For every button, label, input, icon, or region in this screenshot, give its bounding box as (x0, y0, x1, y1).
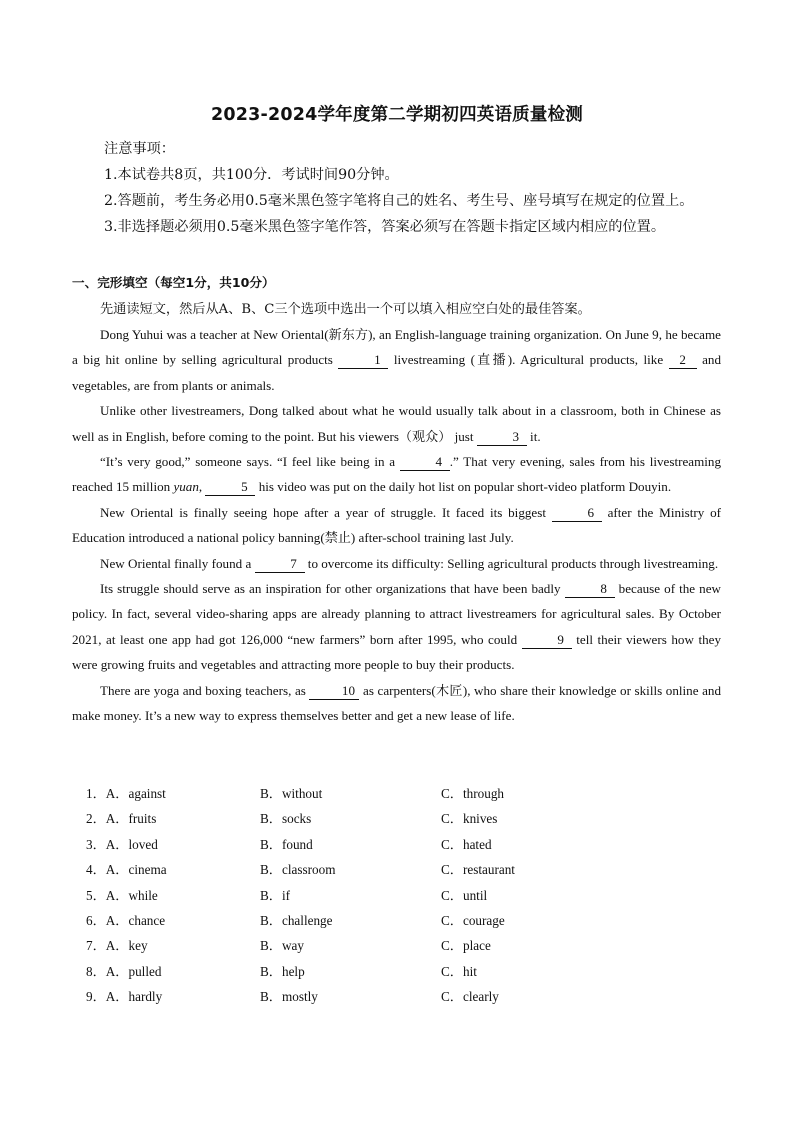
option-2a: 2．A．fruits (86, 811, 157, 827)
paragraph-2: Unlike other livestreamers, Dong talked about what he would usually talk about in a classroom, both in Chinese as well as in English, before coming to the point. But his viewers（观众） just 3 it. (72, 403, 721, 444)
option-9b: B．mostly (260, 989, 318, 1005)
option-3c: C．hated (441, 836, 492, 852)
blank-5: 5 (205, 479, 255, 496)
option-5c: C．until (441, 887, 488, 903)
option-row-6 (86, 908, 706, 933)
paragraph-7: There are yoga and boxing teachers, as 10 as carpenters(木匠), who share their knowledge or skills online and make money. It’s a new way to express themselves better and get a new lease of life. (72, 682, 721, 724)
option-3a: 3．A．loved (86, 836, 158, 852)
option-8c: C．hit (441, 963, 477, 979)
option-4c: C．restaurant (441, 862, 515, 878)
option-6b: B．challenge (260, 912, 333, 928)
section-heading: 一、完形填空（每空1分，共10分） (72, 275, 275, 290)
note-2: 2.答题前，考生务必用0.5毫米黑色签字笔将自己的姓名、考生号、座号填写在规定的位置上。 (104, 193, 694, 209)
cloze-passage (72, 322, 721, 729)
option-8b: B．help (260, 963, 305, 979)
option-row-3 (86, 832, 706, 857)
option-3b: B．found (260, 836, 313, 852)
paragraph-3: “It’s very good,” someone says. “I feel like being in a 4 .” That very evening, sales from his livestreaming reached 15 million yuan, 5 his video was put on the daily hot list on popular short-video platform Douyin. (72, 454, 721, 495)
note-1: 1.本试卷共8页，共100分．考试时间90分钟。 (104, 167, 399, 183)
option-row-5 (86, 883, 706, 908)
option-4b: B．classroom (260, 862, 336, 878)
option-4a: 4．A．cinema (86, 862, 167, 878)
blank-3: 3 (477, 429, 527, 446)
section-instruction: 先通读短文，然后从A、B、C三个选项中选出一个可以填入相应空白处的最佳答案。 (100, 302, 591, 317)
blank-4: 4 (400, 454, 450, 471)
note-3: 3.非选择题必须用0.5毫米黑色签字笔作答，答案必须写在答题卡指定区域内相应的位置。 (104, 219, 666, 235)
option-row-9 (86, 984, 706, 1009)
blank-10: 10 (309, 683, 359, 700)
option-9c: C．clearly (441, 989, 499, 1005)
option-6c: C．courage (441, 912, 505, 928)
option-6a: 6．A．chance (86, 912, 166, 928)
notes-block (72, 136, 722, 240)
option-row-1 (86, 781, 706, 806)
option-row-8 (86, 959, 706, 984)
blank-9: 9 (522, 632, 572, 649)
option-2c: C．knives (441, 811, 498, 827)
option-5a: 5．A．while (86, 887, 158, 903)
option-5b: B．if (260, 887, 291, 903)
paragraph-1: Dong Yuhui was a teacher at New Oriental(新东方), an English-language training organization. On June 9, he became a big hit online by selling agricultural products 1 livestreaming (直播). Agricultural products, like 2 and vegetables, are from plants or animals. (72, 327, 721, 393)
option-9a: 9．A．hardly (86, 989, 163, 1005)
paragraph-4: New Oriental is finally seeing hope after a year of struggle. It faced its biggest 6 after the Ministry of Education introduced a national policy banning(禁止) after-school training last July. (72, 504, 722, 546)
blank-7: 7 (255, 556, 305, 573)
paragraph-5: New Oriental finally found a 7 to overcome its difficulty: Selling agricultural products through livestreaming. (100, 555, 719, 571)
option-7c: C．place (441, 938, 491, 954)
option-7a: 7．A．key (86, 938, 148, 954)
option-1a: 1．A．against (86, 786, 166, 801)
blank-1: 1 (338, 352, 388, 369)
option-1c: C．through (441, 786, 505, 801)
blank-8: 8 (565, 581, 615, 598)
option-row-2 (86, 806, 706, 831)
blank-6: 6 (552, 505, 602, 522)
option-8a: 8．A．pulled (86, 963, 162, 979)
page-title: 2023-2024学年度第二学期初四英语质量检测 (211, 105, 583, 125)
option-7b: B．way (260, 938, 304, 954)
option-1b: B．without (260, 786, 323, 801)
paragraph-6: Its struggle should serve as an inspiration for other organizations that have been badly 8 because of the new policy. In fact, several video-sharing apps are already planning to attract livestreamers for agricultural sales. By October 2021, at least one app had got 126,000 “new farmers” born after 1995, who could 9 tell their viewers how they were growing fruits and vegetables and attracting more people to buy their products. (72, 581, 721, 673)
notes-heading: 注意事项： (104, 141, 175, 157)
option-row-7 (86, 933, 706, 958)
options-list (86, 781, 706, 1010)
option-row-4 (86, 857, 706, 882)
blank-2: 2 (669, 352, 697, 369)
option-2b: B．socks (260, 811, 312, 827)
